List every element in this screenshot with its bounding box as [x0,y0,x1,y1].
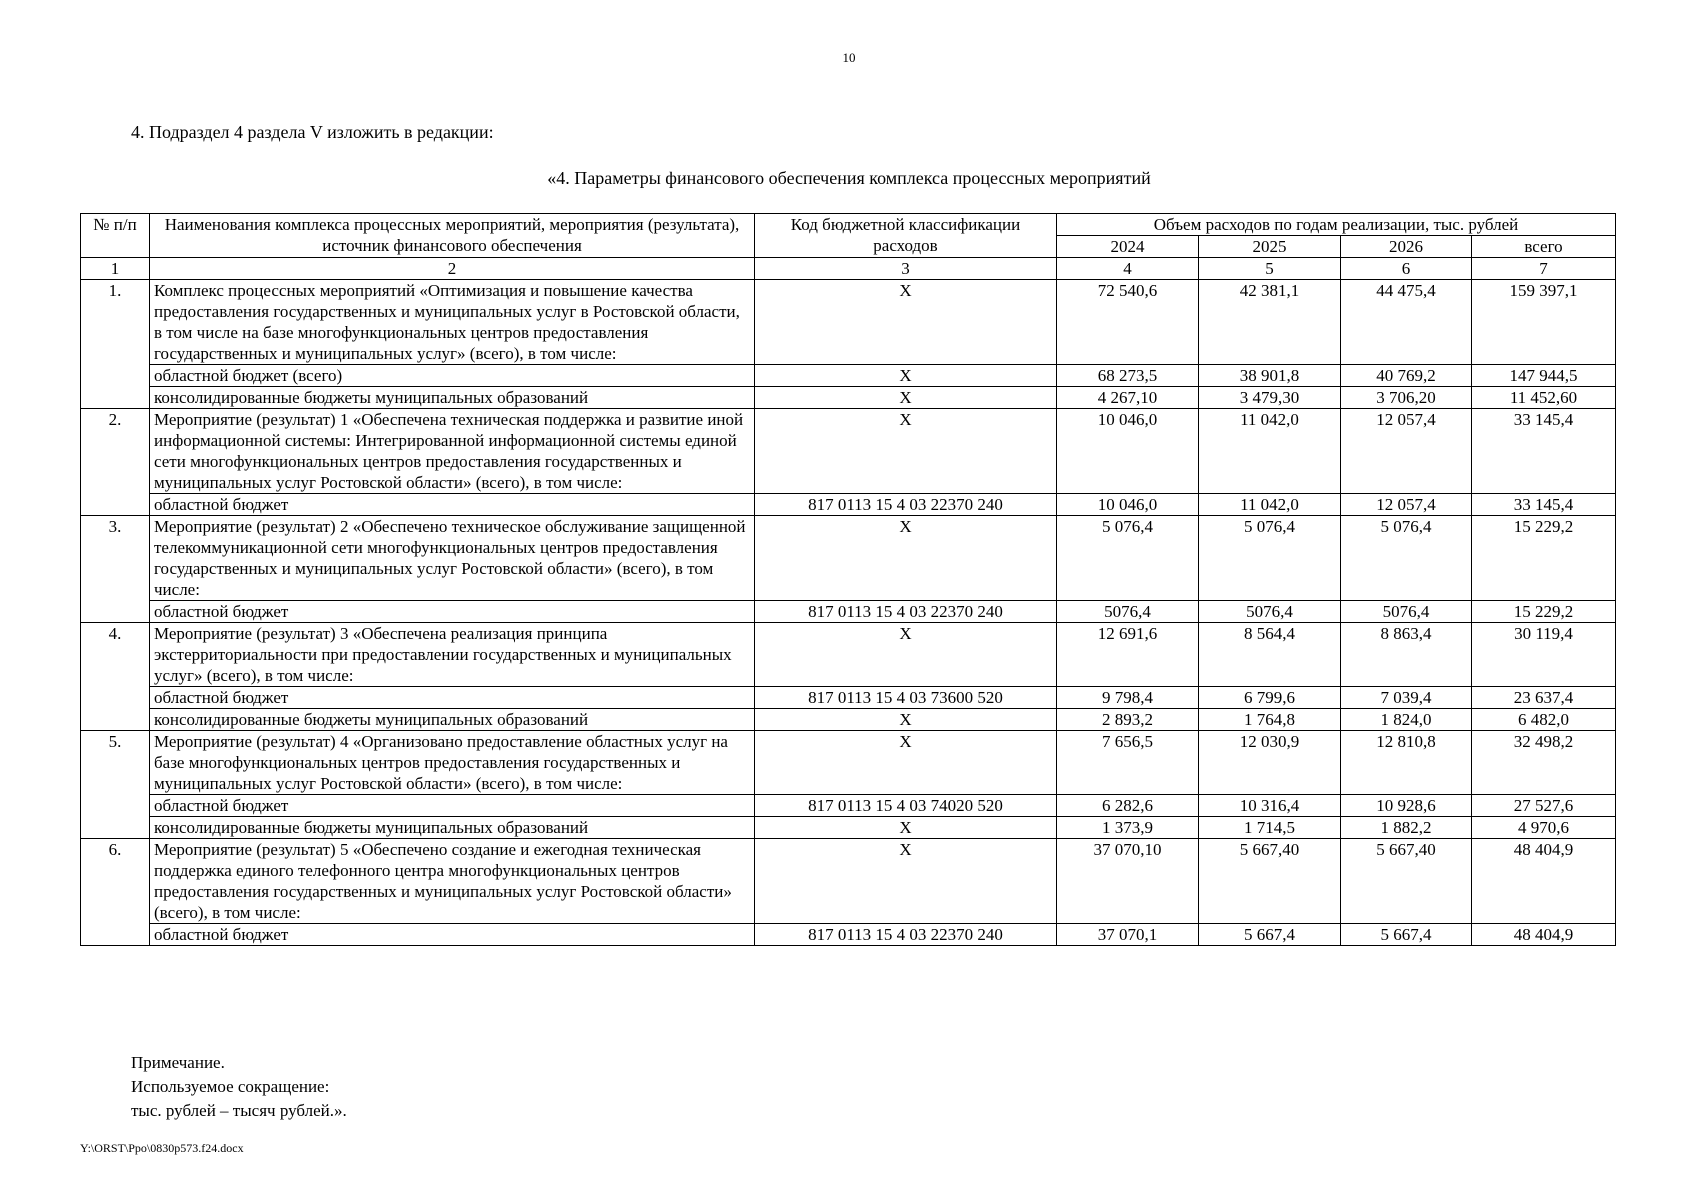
row-total: 33 145,4 [1472,409,1616,494]
row-value-2026: 3 706,20 [1341,387,1472,409]
column-index: 6 [1341,258,1472,280]
header-year-2024: 2024 [1057,236,1199,258]
row-value-2026: 7 039,4 [1341,687,1472,709]
note-line: тыс. рублей – тысяч рублей.». [131,1101,347,1120]
row-value-2024: 5076,4 [1057,601,1199,623]
row-number: 1. [81,280,150,409]
row-value-2025: 1 714,5 [1199,817,1341,839]
note-title: Примечание. [131,1053,225,1072]
row-value-2024: 6 282,6 [1057,795,1199,817]
table-row [81,516,1616,601]
header-num: № п/п [81,214,150,258]
table-row [81,623,1616,687]
table-row [81,731,1616,795]
row-value-2026: 12 810,8 [1341,731,1472,795]
row-value-2024: 68 273,5 [1057,365,1199,387]
note-line: Используемое сокращение: [131,1077,330,1096]
row-code: X [755,365,1057,387]
header-year-2025: 2025 [1199,236,1341,258]
row-name: областной бюджет [150,924,755,946]
table-row [81,687,1616,709]
row-code: 817 0113 15 4 03 22370 240 [755,494,1057,516]
row-value-2025: 5 076,4 [1199,516,1341,601]
row-value-2026: 44 475,4 [1341,280,1472,365]
row-value-2025: 10 316,4 [1199,795,1341,817]
row-value-2026: 1 882,2 [1341,817,1472,839]
row-name: консолидированные бюджеты муниципальных образований [150,817,755,839]
row-name: консолидированные бюджеты муниципальных образований [150,387,755,409]
row-name: Мероприятие (результат) 2 «Обеспечено техническое обслуживание защищенной телекоммуникационной сети многофункциональных центров предоставления государственных и муниципальных услуг Ростовской области» (всего), в том числе: [150,516,755,601]
column-index: 2 [150,258,755,280]
row-value-2024: 5 076,4 [1057,516,1199,601]
row-code: X [755,839,1057,924]
row-total: 4 970,6 [1472,817,1616,839]
header-total: всего [1472,236,1616,258]
row-value-2026: 10 928,6 [1341,795,1472,817]
row-total: 15 229,2 [1472,601,1616,623]
row-name: Мероприятие (результат) 1 «Обеспечена техническая поддержка и развитие иной информационной системы: Интегрированной информационной системы единой сети многофункциональных центров предоставления государственных и муниципальных услуг Ростовской области» (всего), в том числе: [150,409,755,494]
finance-table [80,213,1616,946]
row-total: 48 404,9 [1472,924,1616,946]
table-row [81,839,1616,924]
row-total: 147 944,5 [1472,365,1616,387]
row-value-2024: 12 691,6 [1057,623,1199,687]
column-index: 1 [81,258,150,280]
column-index: 5 [1199,258,1341,280]
table-row [81,601,1616,623]
row-code: 817 0113 15 4 03 74020 520 [755,795,1057,817]
table-row [81,409,1616,494]
row-total: 27 527,6 [1472,795,1616,817]
row-value-2025: 8 564,4 [1199,623,1341,687]
row-value-2025: 11 042,0 [1199,494,1341,516]
row-total: 48 404,9 [1472,839,1616,924]
row-value-2025: 1 764,8 [1199,709,1341,731]
row-value-2025: 38 901,8 [1199,365,1341,387]
row-code: 817 0113 15 4 03 73600 520 [755,687,1057,709]
row-value-2025: 12 030,9 [1199,731,1341,795]
row-value-2025: 5076,4 [1199,601,1341,623]
row-value-2025: 42 381,1 [1199,280,1341,365]
row-value-2025: 3 479,30 [1199,387,1341,409]
table-row [81,795,1616,817]
column-index: 7 [1472,258,1616,280]
row-name: Мероприятие (результат) 3 «Обеспечена реализация принципа экстерриториальности при предоставлении государственных и муниципальных услуг» (всего), в том числе: [150,623,755,687]
header-volume: Объем расходов по годам реализации, тыс. рублей [1057,214,1616,236]
column-index: 4 [1057,258,1199,280]
table-row [81,387,1616,409]
table-row [81,924,1616,946]
row-value-2026: 5076,4 [1341,601,1472,623]
header-name: Наименования комплекса процессных мероприятий, мероприятия (результата), источник финансового обеспечения [150,214,755,258]
row-value-2025: 11 042,0 [1199,409,1341,494]
row-code: X [755,623,1057,687]
page-number: 10 [842,50,856,65]
row-value-2024: 37 070,10 [1057,839,1199,924]
row-total: 32 498,2 [1472,731,1616,795]
row-value-2026: 5 076,4 [1341,516,1472,601]
row-name: областной бюджет [150,601,755,623]
row-name: областной бюджет [150,494,755,516]
column-index: 3 [755,258,1057,280]
row-code: X [755,731,1057,795]
row-number: 4. [81,623,150,731]
table-row [81,365,1616,387]
row-total: 11 452,60 [1472,387,1616,409]
table-body [81,280,1616,946]
row-code: X [755,387,1057,409]
row-value-2026: 5 667,4 [1341,924,1472,946]
file-path-footer: Y:\ORST\Ppo\0830p573.f24.docx [80,1141,244,1155]
row-value-2026: 8 863,4 [1341,623,1472,687]
table-row [81,494,1616,516]
row-value-2026: 1 824,0 [1341,709,1472,731]
note-block [131,1051,347,1123]
row-name: Мероприятие (результат) 5 «Обеспечено создание и ежегодная техническая поддержка единого телефонного центра многофункциональных центров предоставления государственных и муниципальных услуг Ростовской области» (всего), в том числе: [150,839,755,924]
table-row [81,280,1616,365]
row-name: областной бюджет [150,687,755,709]
row-value-2024: 10 046,0 [1057,409,1199,494]
table-row [81,817,1616,839]
intro-paragraph: 4. Подраздел 4 раздела V изложить в редакции: [131,122,494,142]
row-value-2024: 37 070,1 [1057,924,1199,946]
row-code: X [755,817,1057,839]
row-total: 23 637,4 [1472,687,1616,709]
row-code: 817 0113 15 4 03 22370 240 [755,924,1057,946]
row-value-2025: 5 667,40 [1199,839,1341,924]
table-caption: «4. Параметры финансового обеспечения комплекса процессных мероприятий [547,168,1151,188]
row-value-2025: 6 799,6 [1199,687,1341,709]
row-value-2026: 40 769,2 [1341,365,1472,387]
header-code: Код бюджетной классификации расходов [755,214,1057,258]
row-name: Мероприятие (результат) 4 «Организовано предоставление областных услуг на базе многофункциональных центров предоставления государственных и муниципальных услуг Ростовской области» (всего), в том числе: [150,731,755,795]
row-total: 33 145,4 [1472,494,1616,516]
row-value-2024: 9 798,4 [1057,687,1199,709]
row-name: консолидированные бюджеты муниципальных образований [150,709,755,731]
row-value-2026: 5 667,40 [1341,839,1472,924]
row-total: 30 119,4 [1472,623,1616,687]
header-year-2026: 2026 [1341,236,1472,258]
row-value-2024: 72 540,6 [1057,280,1199,365]
row-code: X [755,409,1057,494]
row-value-2024: 2 893,2 [1057,709,1199,731]
row-value-2026: 12 057,4 [1341,409,1472,494]
row-value-2024: 7 656,5 [1057,731,1199,795]
row-code: X [755,516,1057,601]
row-value-2024: 4 267,10 [1057,387,1199,409]
row-total: 6 482,0 [1472,709,1616,731]
row-total: 159 397,1 [1472,280,1616,365]
row-name: областной бюджет (всего) [150,365,755,387]
row-value-2024: 1 373,9 [1057,817,1199,839]
row-value-2026: 12 057,4 [1341,494,1472,516]
row-number: 6. [81,839,150,946]
row-code: 817 0113 15 4 03 22370 240 [755,601,1057,623]
row-value-2025: 5 667,4 [1199,924,1341,946]
row-name: областной бюджет [150,795,755,817]
row-name: Комплекс процессных мероприятий «Оптимизация и повышение качества предоставления государственных и муниципальных услуг в Ростовской области, в том числе на базе многофункциональных центров предоставления государственных и муниципальных услуг» (всего), в том числе: [150,280,755,365]
column-index-row [81,258,1616,280]
row-number: 5. [81,731,150,839]
row-number: 3. [81,516,150,623]
row-total: 15 229,2 [1472,516,1616,601]
table-row [81,709,1616,731]
row-code: X [755,280,1057,365]
row-number: 2. [81,409,150,516]
row-value-2024: 10 046,0 [1057,494,1199,516]
row-code: X [755,709,1057,731]
